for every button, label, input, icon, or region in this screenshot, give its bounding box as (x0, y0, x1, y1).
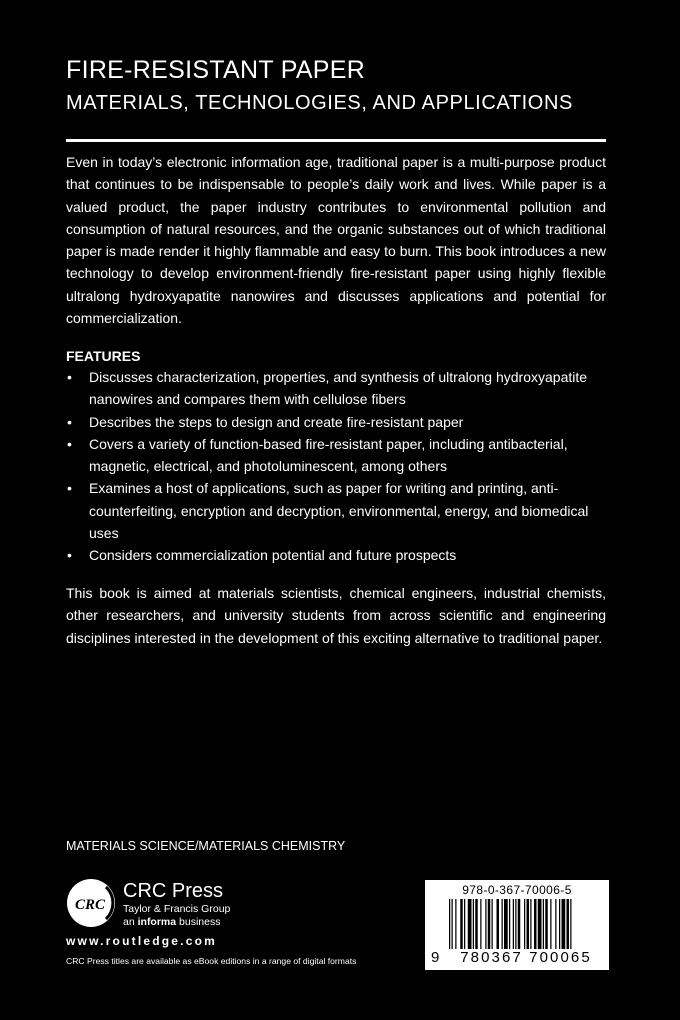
barcode-bar (527, 899, 530, 949)
bullet-icon: • (67, 413, 72, 430)
barcode-bar (460, 899, 463, 949)
barcode-bar (452, 899, 453, 949)
ean-first-digit: 9 (431, 949, 440, 966)
bullet-icon: • (67, 369, 72, 385)
crc-logo-icon (66, 878, 116, 928)
publisher-business: an informa business (123, 916, 221, 928)
barcode-bar (515, 899, 516, 949)
features-heading: FEATURES (66, 348, 141, 364)
website-link[interactable]: www.routledge.com (66, 934, 217, 948)
barcode-box (425, 880, 609, 970)
feature-item (66, 411, 606, 433)
barcode-bar (449, 899, 450, 949)
bullet-icon: • (67, 480, 72, 497)
feature-item (66, 477, 606, 544)
publisher-group: Taylor & Francis Group (123, 903, 231, 915)
barcode-bar (562, 899, 566, 949)
barcode-bar (455, 899, 456, 949)
barcode-bar (559, 899, 560, 949)
feature-item (66, 433, 606, 478)
barcode-bar (513, 899, 514, 949)
barcode-bar (475, 899, 478, 949)
subject-category: MATERIALS SCIENCE/MATERIALS CHEMISTRY (66, 839, 346, 853)
audience-paragraph: This book is aimed at materials scientists, chemical engineers, industrial chemists, other researchers, and university students from across scientific and engineering disciplines interested in the development of this exciting alternative to traditional paper. (66, 585, 606, 646)
barcode-bar (567, 899, 570, 949)
barcode-bar (538, 899, 542, 949)
logo-text: CRC (74, 897, 106, 913)
features-list (66, 366, 606, 567)
barcode-bar (545, 899, 548, 949)
barcode-bar (502, 899, 503, 949)
barcode-bar (464, 899, 465, 949)
crc-logo (66, 878, 116, 928)
feature-text: Examines a host of applications, such as paper for writing and printing, anti-counterfeiting, encryption and decryption, environmental, energy, and biomedical uses (89, 480, 589, 542)
barcode-bar (468, 899, 472, 949)
barcode-bar (509, 899, 510, 949)
feature-text: Considers commercialization potential and future prospects (89, 547, 457, 564)
book-subtitle: MATERIALS, TECHNOLOGIES, AND APPLICATIONS (66, 92, 573, 114)
ean-digits: 780367 700065 (460, 949, 592, 966)
barcode-bar (524, 899, 525, 949)
barcode-bar (504, 899, 508, 949)
barcode-bar (497, 899, 500, 949)
isbn-number: 978-0-367-70006-5 (462, 883, 572, 897)
title-rule (66, 139, 606, 142)
barcode-bar (550, 899, 551, 949)
feature-text: Covers a variety of function-based fire-resistant paper, including antibacterial, magnetic, electrical, and photoluminescent, among others (89, 435, 568, 475)
barcode-bar (473, 899, 474, 949)
publisher-name: CRC Press (123, 880, 224, 902)
feature-item (66, 366, 606, 411)
intro-paragraph: Even in today’s electronic information age, traditional paper is a multi-purpose product that continues to be indispensable to people’s daily work and lives. While paper is a valued product, the paper industry contributes to environmental pollution and consumption of natural resources, and the organic substances out of which traditional paper is made render it highly flammable and easy to burn. This book introduces a new technology to develop environment-friendly fire-resistant paper using highly flexible ultralong hydroxyapatite nanowires and discusses applications and potential for commercialization. (66, 154, 606, 327)
barcode-bar (485, 899, 486, 949)
ebook-note: CRC Press titles are available as eBook editions in a range of digital formats (66, 956, 357, 966)
bullet-icon: • (67, 435, 72, 452)
barcode-bar (543, 899, 544, 949)
barcode-bar (534, 899, 537, 949)
barcode-bar (480, 899, 481, 949)
feature-text: Discusses characterization, properties, and synthesis of ultralong hydroxyapatite nanowires and compares them with cellulose fibers (89, 369, 588, 408)
barcode-bar (488, 899, 491, 949)
barcode-bar (570, 899, 571, 949)
barcode-icon (449, 899, 603, 949)
book-title: FIRE-RESISTANT PAPER (66, 56, 366, 84)
bullet-icon: • (67, 547, 72, 564)
barcode-bar (518, 899, 521, 949)
barcode-bar (492, 899, 493, 949)
feature-item (66, 544, 606, 566)
barcode-bar (555, 899, 556, 949)
barcode-bar (530, 899, 531, 949)
feature-text: Describes the steps to design and create fire-resistant paper (89, 413, 464, 430)
